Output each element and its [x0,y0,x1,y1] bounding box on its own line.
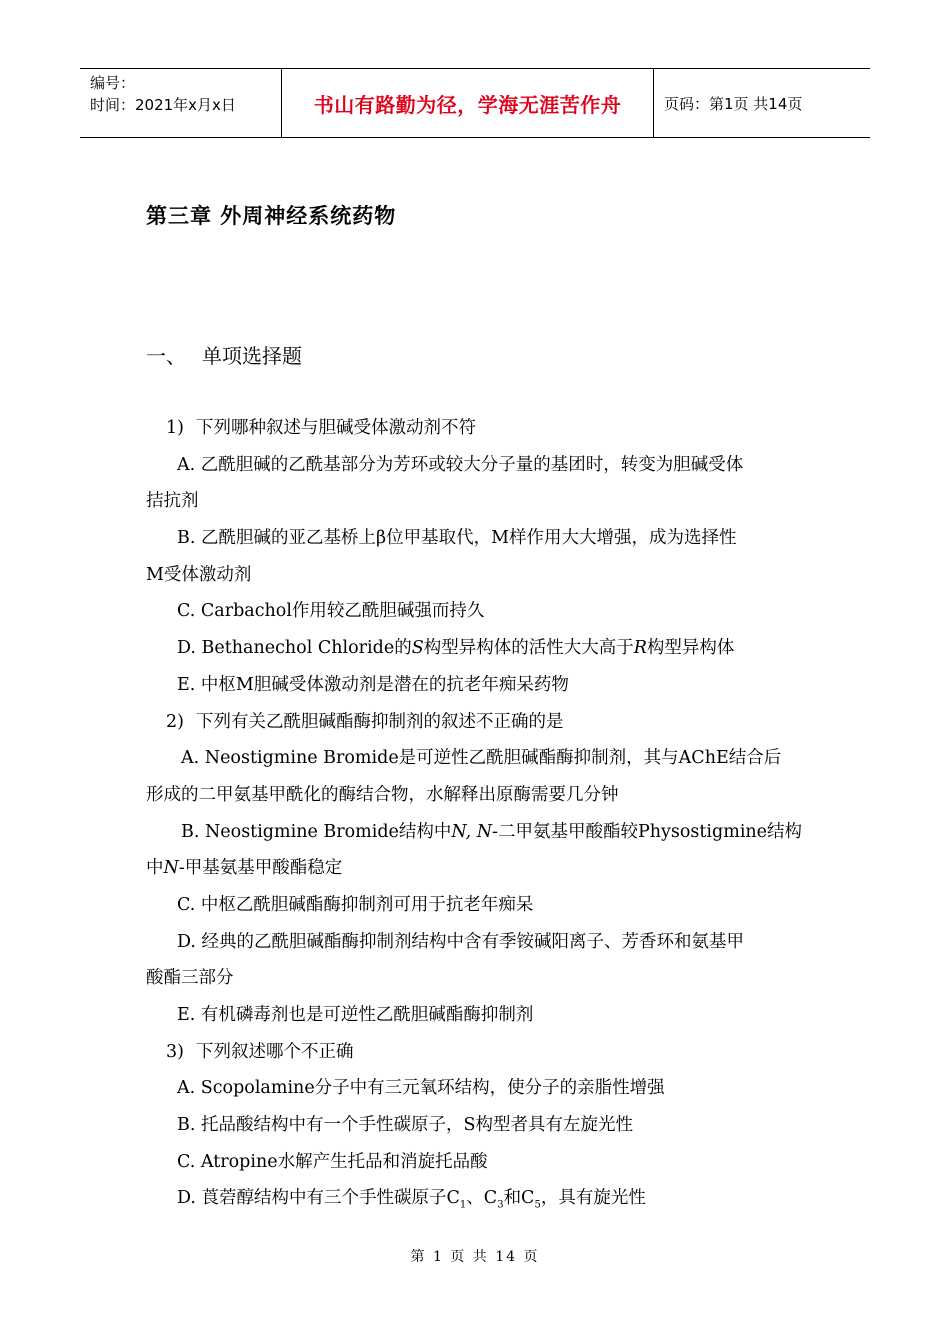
n-label: N, N [451,821,493,842]
option-d: D. 经典的乙酰胆碱酯酶抑制剂结构中含有季铵碱阳离子、芳香环和氨基甲 [177,931,745,952]
question-number: 3) [166,1041,184,1062]
section-number: 一、 [146,344,186,368]
option-text: 和C [503,1188,535,1209]
section-title: 单项选择题 [202,344,302,368]
time-label: 时间：2021年x月x日 [90,96,236,114]
option-b [146,818,808,855]
question-text: 下列叙述哪个不正确 [196,1041,354,1062]
option-text: -甲基氨基甲酸酯稳定 [178,858,343,879]
option-d-continued: 酸酯三部分 [146,968,234,989]
number-label: 编号： [90,74,136,92]
option-text: 构型异构体的活性大大高于 [423,638,634,659]
option-d [146,1184,808,1221]
option-text: 中 [146,858,164,879]
option-text: 位甲基取代，M样作用大大增强，成为选择性 [386,528,737,549]
chapter-title: 第三章 外周神经系统药物 [146,204,397,228]
option-c: C. 中枢乙酰胆碱酯酶抑制剂可用于抗老年痴呆 [177,894,534,915]
option-text: -二甲氨基甲酸酯较Physostigmine结构 [492,821,803,842]
option-c: C. Carbachol作用较乙酰胆碱强而持久 [177,601,485,622]
option-b: B. 托品酸结构中有一个手性碳原子，S构型者具有左旋光性 [177,1115,633,1136]
page-footer: 第 1 页 共 14 页 [410,1249,540,1265]
option-e: E. 中枢M胆碱受体激动剂是潜在的抗老年痴呆药物 [177,674,569,695]
n-label: N [163,858,179,879]
question-text: 下列有关乙酰胆碱酯酶抑制剂的叙述不正确的是 [196,711,564,732]
header-page-info: 页码：第1页 共14页 [664,94,803,113]
option-text: 、C [466,1188,498,1209]
option-a: A. Scopolamine分子中有三元氧环结构，使分子的亲脂性增强 [177,1078,665,1099]
option-text: D. Bethanechol Chloride的 [177,638,412,659]
option-d [146,634,808,671]
subscript: 5 [534,1199,541,1211]
option-a-continued: 形成的二甲氨基甲酰化的酶结合物，水解释出原酶需要几分钟 [146,784,619,805]
question-stem [146,1038,808,1075]
subscript: 3 [497,1199,504,1211]
question-stem [146,708,808,745]
option-text: D. 莨菪醇结构中有三个手性碳原子C [177,1188,460,1209]
subscript: 1 [459,1199,467,1211]
page-header [80,68,870,138]
stereo-label: R [633,638,647,659]
option-b-continued [146,854,808,891]
option-b-continued: M受体激动剂 [146,564,252,585]
option-e: E. 有机磷毒剂也是可逆性乙酰胆碱酯酶抑制剂 [177,1005,534,1025]
option-text: ，具有旋光性 [540,1188,646,1209]
option-a-continued: 拮抗剂 [146,491,199,512]
option-text: 构型异构体 [646,638,735,659]
header-motto: 书山有路勤为径，学海无涯苦作舟 [281,69,654,137]
option-text: B. 乙酰胆碱的亚乙基桥上 [177,528,376,549]
question-list [146,414,808,1221]
header-meta [80,69,281,137]
question-number: 2) [166,711,184,732]
stereo-label: S [411,638,424,659]
option-a: A. Neostigmine Bromide是可逆性乙酰胆碱酯酶抑制剂，其与AChE结合后 [181,748,782,769]
option-text: B. Neostigmine Bromide结构中 [181,821,452,842]
option-a: A. 乙酰胆碱的乙酰基部分为芳环或较大分子量的基团时，转变为胆碱受体 [177,454,744,475]
question-stem [146,414,808,451]
question-text: 下列哪种叙述与胆碱受体激动剂不符 [196,418,476,438]
option-c: C. Atropine水解产生托品和消旋托品酸 [177,1151,488,1172]
section-heading [146,340,302,369]
question-number: 1) [166,418,184,438]
option-b [146,524,808,561]
beta-symbol: β [376,528,387,549]
